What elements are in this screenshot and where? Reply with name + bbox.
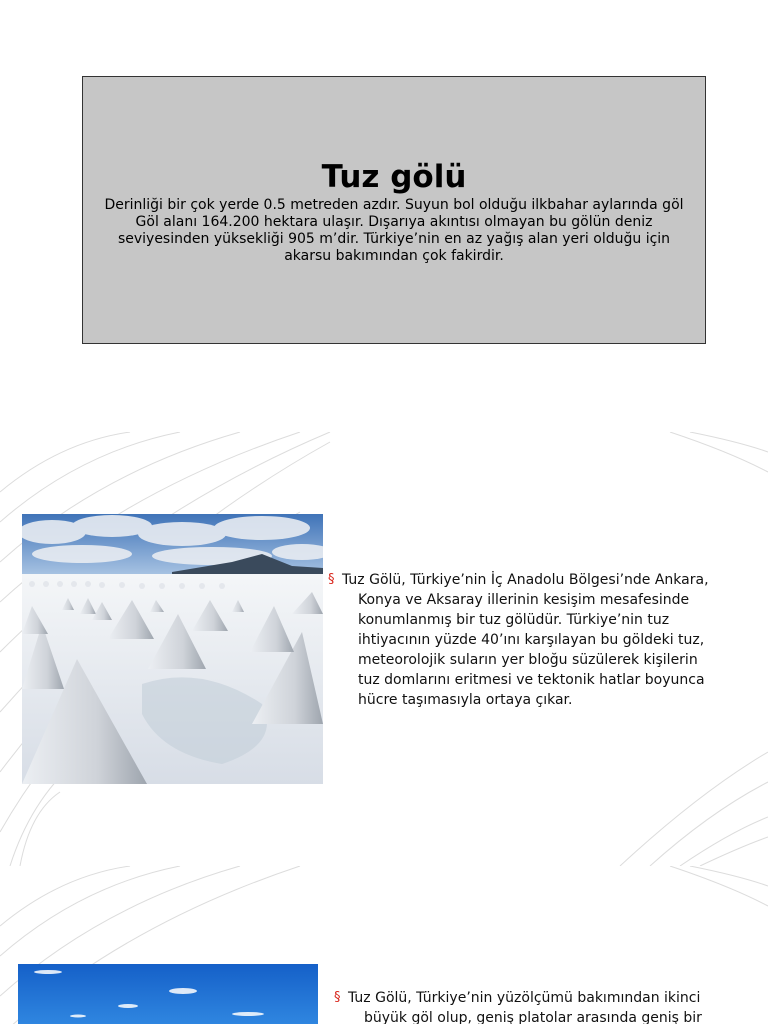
bullet-icon: § bbox=[334, 990, 341, 1005]
body-line-4: akarsu bakımından çok fakirdir. bbox=[284, 248, 504, 264]
body-line-3: seviyesinden yüksekliği 905 m’dir. Türkiye’nin en az yağış alan yeri olduğu için bbox=[117, 231, 671, 247]
bullet-text: Tuz Gölü, Türkiye’nin yüzölçümü bakımından ikinci büyük göl olup, geniş platolar arasında geniş bir bbox=[348, 990, 702, 1024]
lake-sky-photo bbox=[18, 964, 318, 1024]
content-slide-2 bbox=[0, 866, 768, 1024]
content-slide-1 bbox=[0, 432, 768, 866]
bullet-item bbox=[334, 988, 724, 1024]
title-slide bbox=[82, 76, 706, 344]
body-line-1: Derinliği bir çok yerde 0.5 metreden azdır. Suyun bol olduğu ilkbahar aylarında göl bbox=[104, 197, 684, 213]
slide-title: Tuz gölü bbox=[321, 159, 467, 195]
bullet-icon: § bbox=[328, 572, 335, 587]
slide-body-text bbox=[93, 197, 695, 265]
bullet-item bbox=[328, 570, 718, 710]
bullet-text: Tuz Gölü, Türkiye’nin İç Anadolu Bölgesi’nde Ankara, Konya ve Aksaray illerinin kesişim mesafesinde konumlanmış bir tuz gölüdür. Türkiye’nin tuz ihtiyacının yüzde 40’ını karşılayan bu göldeki tuz, meteorolojik suların yer bloğu süzülerek kişilerin tuz domlarını eritmesi ve tektonik hatlar boyunca hücre taşımasıyla ortaya çıkar. bbox=[342, 572, 709, 708]
body-line-2: Göl alanı 164.200 hektara ulaşır. Dışarıya akıntısı olmayan bu gölün deniz bbox=[135, 214, 653, 230]
salt-pyramids-photo bbox=[22, 514, 323, 784]
